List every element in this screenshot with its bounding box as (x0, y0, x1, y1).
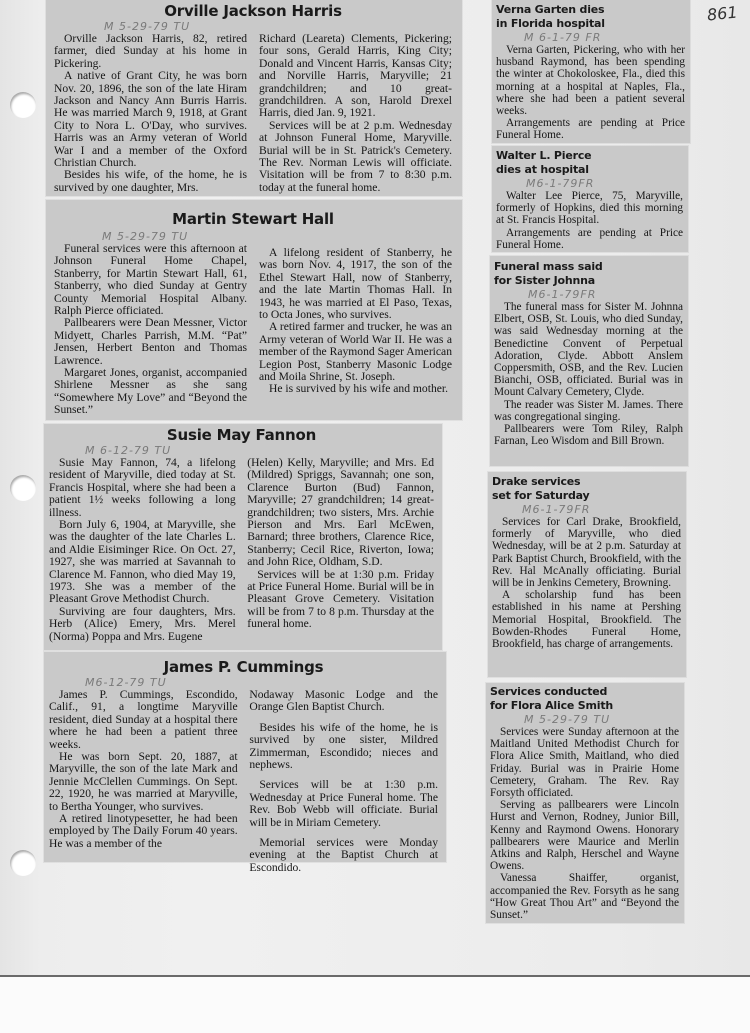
paragraph: James P. Cummings, Escondido, Calif., 91, a longtime Maryville resident, died Sunday at a hospital there where he had been a patient three weeks. (49, 688, 238, 751)
paragraph: Margaret Jones, organist, accompanied Shirlene Messner as she sang “Somewhere My Love” and “Beyond the Sunset.” (54, 366, 248, 417)
paragraph: The funeral mass for Sister M. Johnna Elbert, OSB, St. Louis, who died Sunday, was said Wednesday morning at the Benedictine Convent of Perpetual Adoration, Clyde. Abbott Anslem Coppersmith, OSB, and the Rev. Lucien Bianchi, OSB, officiated. Burial was in Mount Calvary Cemetery, Clyde. (494, 301, 683, 399)
clipping-cummings (44, 652, 446, 874)
article-body (492, 516, 681, 650)
paragraph: A retired linotypesetter, he had been employed by The Daily Forum 40 years. He was a member of the (49, 812, 238, 850)
clipping-smith (486, 683, 684, 923)
headline: for Sister Johnna (494, 274, 595, 287)
paragraph: Born July 6, 1904, at Maryville, she was the daughter of the late Charles L. and Aldie Eisiminger Rice. On Oct. 27, 1927, she was married at Savannah to Clarence M. Fannon, who died May 19, 1973. She was a member of the Pleasant Grove Methodist Church. (49, 518, 236, 606)
headline: dies at hospital (496, 163, 589, 176)
headline: Orville Jackson Harris (164, 2, 342, 20)
paragraph: Richard (Leareta) Clements, Pickering; four sons, Gerald Harris, King City; Donald and Vincent Harris, Kansas City; and Norville Harris, Maryville; 21 grandchildren; and 10 great-grandchildren. A son, Harold Drexel Harris, died Jan. 9, 1921. (258, 32, 452, 120)
headline: set for Saturday (492, 489, 590, 502)
article-body (496, 190, 683, 251)
handwritten-date: M 6-12-79 TU (85, 444, 172, 457)
paragraph: Vanessa Shaiffer, organist, accompanied the Rev. Forsyth as he sang “How Great Thou Art” and “Beyond the Sunset.” (490, 872, 679, 922)
article-body (494, 301, 683, 447)
paragraph: The reader was Sister M. James. There was congregational singing. (494, 398, 683, 423)
paragraph: Surviving are four daughters, Mrs. Herb (Alice) Emery, Mrs. Merel (Norma) Poppa and Mrs. Eugene (49, 604, 236, 643)
paragraph: Services for Carl Drake, Brookfield, formerly of Maryville, who died Wednesday, will be at 2 p.m. Saturday at Park Baptist Church, Brookfield, with the Rev. Hal McAnally officiating. Burial will be in Jenkins Cemetery, Browning. (492, 516, 681, 590)
handwritten-date: M 6-1-79 FR (524, 31, 602, 44)
paragraph: Services will be at 2 p.m. Wednesday at Johnson Funeral Home, Maryville. Burial will be in St. Patrick's Cemetery. The Rev. Norman Lewis will officiate. Visitation will be from 7 to 8:30 p.m. today at the funeral home. (258, 118, 452, 194)
column-left (49, 689, 238, 874)
handwritten-date: M6-1-79FR (526, 177, 595, 190)
handwritten-date: M6-12-79 TU (85, 676, 167, 689)
handwritten-date: M 5-29-79 TU (524, 713, 611, 726)
headline: Martin Stewart Hall (172, 210, 334, 228)
handwritten-date: M6-1-79FR (522, 503, 591, 516)
clipping-pierce (492, 146, 688, 252)
paragraph: Besides his wife, of the home, he is survived by one daughter, Mrs. (54, 168, 248, 194)
headline: Drake services (492, 475, 581, 488)
binder-hole (10, 92, 36, 118)
paragraph: A native of Grant City, he was born Nov. 20, 1896, the son of the late Hiram Jackson and Nancy Ann Burris Harris. He was married March 9, 1918, at Grant City to Nora L. O'Day, who survives. Harris was an Army veteran of World War I and a member of the Oxford Christian Church. (54, 69, 248, 170)
paragraph: Pallbearers were Tom Riley, Ralph Farnan, Leo Wisdom and Bill Brown. (494, 423, 683, 448)
column-right (249, 689, 438, 874)
paragraph: Serving as pallbearers were Lincoln Hurst and Vernon, Rodney, Junior Bill, Kenny and Raymond Owens. Honorary pallbearers were Maurice and Merlin Atkins and Ralph, Herschel and Wayne Owens. (490, 799, 679, 873)
paragraph: Verna Garten, Pickering, who with her husband Raymond, has been spending the winter at Chokoloskee, Fla., died this morning at a hospital at Naples, Fla., where she had been a patient several weeks. (496, 44, 685, 118)
headline: Verna Garten dies (496, 3, 605, 16)
headline: Funeral mass said (494, 260, 603, 273)
paragraph: Orville Jackson Harris, 82, retired farmer, died Sunday at his home in Pickering. (54, 32, 248, 70)
clipping-fannon (44, 424, 442, 650)
paragraph: Funeral services were this afternoon at Johnson Funeral Home Chapel, Stanberry, for Martin Stewart Hall, 61, Stanberry, who died Sunday at Gentry County Memorial Hospital Albany. Ralph Pierce officiated. (54, 242, 248, 318)
paragraph: A retired farmer and trucker, he was an Army veteran of World War II. He was a member of the Raymond Sager American Legion Post, Stanberry Masonic Lodge and Moila Shrine, St. Joseph. (258, 320, 452, 384)
headline: Walter L. Pierce (496, 149, 592, 162)
clipping-garten (492, 0, 690, 143)
paragraph: Services will be at 1:30 p.m. Friday at Price Funeral Home. Burial will be in Pleasant Grove Cemetery. Visitation will be from 7 to 8 p.m. Thursday at the funeral home. (247, 567, 434, 631)
paragraph: Services were Sunday afternoon at the Maitland United Methodist Church for Flora Alice Smith, Maitland, who died Friday. Burial was in Prairie Home Cemetery, Graham. The Rev. Ray Forsyth officiated. (490, 726, 679, 800)
column-left (54, 243, 247, 417)
binder-hole (10, 475, 36, 501)
clipping-hall (46, 200, 462, 420)
column-right (259, 33, 452, 194)
paragraph: Pallbearers were Dean Messner, Victor Midyett, Charles Parrish, M.M. “Pat” Jensen, Herbert Benton and Thomas Lawrence. (54, 316, 248, 367)
handwritten-date: M 5-29-79 TU (102, 230, 189, 243)
column-left (49, 457, 236, 643)
headline: Susie May Fannon (166, 426, 317, 444)
clipping-harris (46, 0, 462, 196)
binder-hole (10, 850, 36, 876)
paragraph: A lifelong resident of Stanberry, he was born Nov. 4, 1917, the son of the Ethel Stewart Hall, now of Stanberry, and the late Martin Thomas Hall. In 1943, he was married at El Paso, Texas, to Octa Jones, who survives. (258, 246, 452, 322)
paragraph: Memorial services were Monday evening at the Baptist Church at Escondido. (249, 836, 438, 874)
column-right (247, 457, 434, 643)
paragraph: Besides his wife of the home, he is survived by one sister, Mildred Zimmerman, Escondido; nieces and nephews. (249, 720, 438, 772)
paragraph: Arrangements are pending at Price Funeral Home. (496, 226, 683, 251)
handwritten-date: M 5-29-79 TU (104, 20, 191, 33)
paragraph: (Helen) Kelly, Maryville; and Mrs. Ed (Mildred) Spriggs, Savannah; one son, Clarence Burton (Bud) Fannon, Maryville; 27 grandchildren; 14 great-grandchildren; two sisters, Mrs. Archie Pierson and Mrs. Earl McEwen, Barnard; three brothers, Clarence Rice, Stanberry; Cecil Rice, Riverton, Iowa; and John Rice, Oldham, S.D. (247, 456, 434, 569)
headline: James P. Cummings (163, 658, 324, 676)
handwritten-date: M6-1-79FR (528, 288, 597, 301)
paragraph: Susie May Fannon, 74, a lifelong resident of Maryville, died today at St. Francis Hospital, where she had been a patient 1½ weeks following a long illness. (49, 456, 236, 519)
page-number: 861 (706, 2, 739, 25)
headline: in Florida hospital (496, 17, 605, 30)
headline: for Flora Alice Smith (490, 699, 614, 712)
paragraph: Services will be at 1:30 p.m. Wednesday at Price Funeral home. The Rev. Bob Webb will officiate. Burial will be in Miriam Cemetery. (249, 778, 438, 829)
paragraph: Walter Lee Pierce, 75, Maryville, formerly of Hopkins, died this morning at St. Francis Hospital. (496, 190, 683, 227)
clipping-johnna (490, 256, 688, 466)
paragraph: He was born Sept. 20, 1887, at Maryville, the son of the late Mark and Jennie McClellen Cummings. On Sept. 22, 1920, he was married at Maryville, to Bertha Younger, who survives. (49, 750, 238, 813)
paragraph: Nodaway Masonic Lodge and the Orange Glen Baptist Church. (249, 688, 438, 714)
column-right (259, 243, 452, 417)
paragraph: A scholarship fund has been established in his name at Pershing Memorial Hospital, Brookfield. The Bowden-Rhodes Funeral Home, Brookfield, has charge of arrangements. (492, 589, 681, 651)
clipping-drake (488, 472, 686, 677)
headline: Services conducted (490, 685, 608, 698)
paragraph: He is survived by his wife and mother. (268, 382, 449, 396)
column-left (54, 33, 247, 194)
article-body (490, 726, 679, 921)
paragraph: Arrangements are pending at Price Funeral Home. (496, 117, 685, 142)
scan-background (0, 977, 750, 1033)
article-body (496, 44, 685, 142)
